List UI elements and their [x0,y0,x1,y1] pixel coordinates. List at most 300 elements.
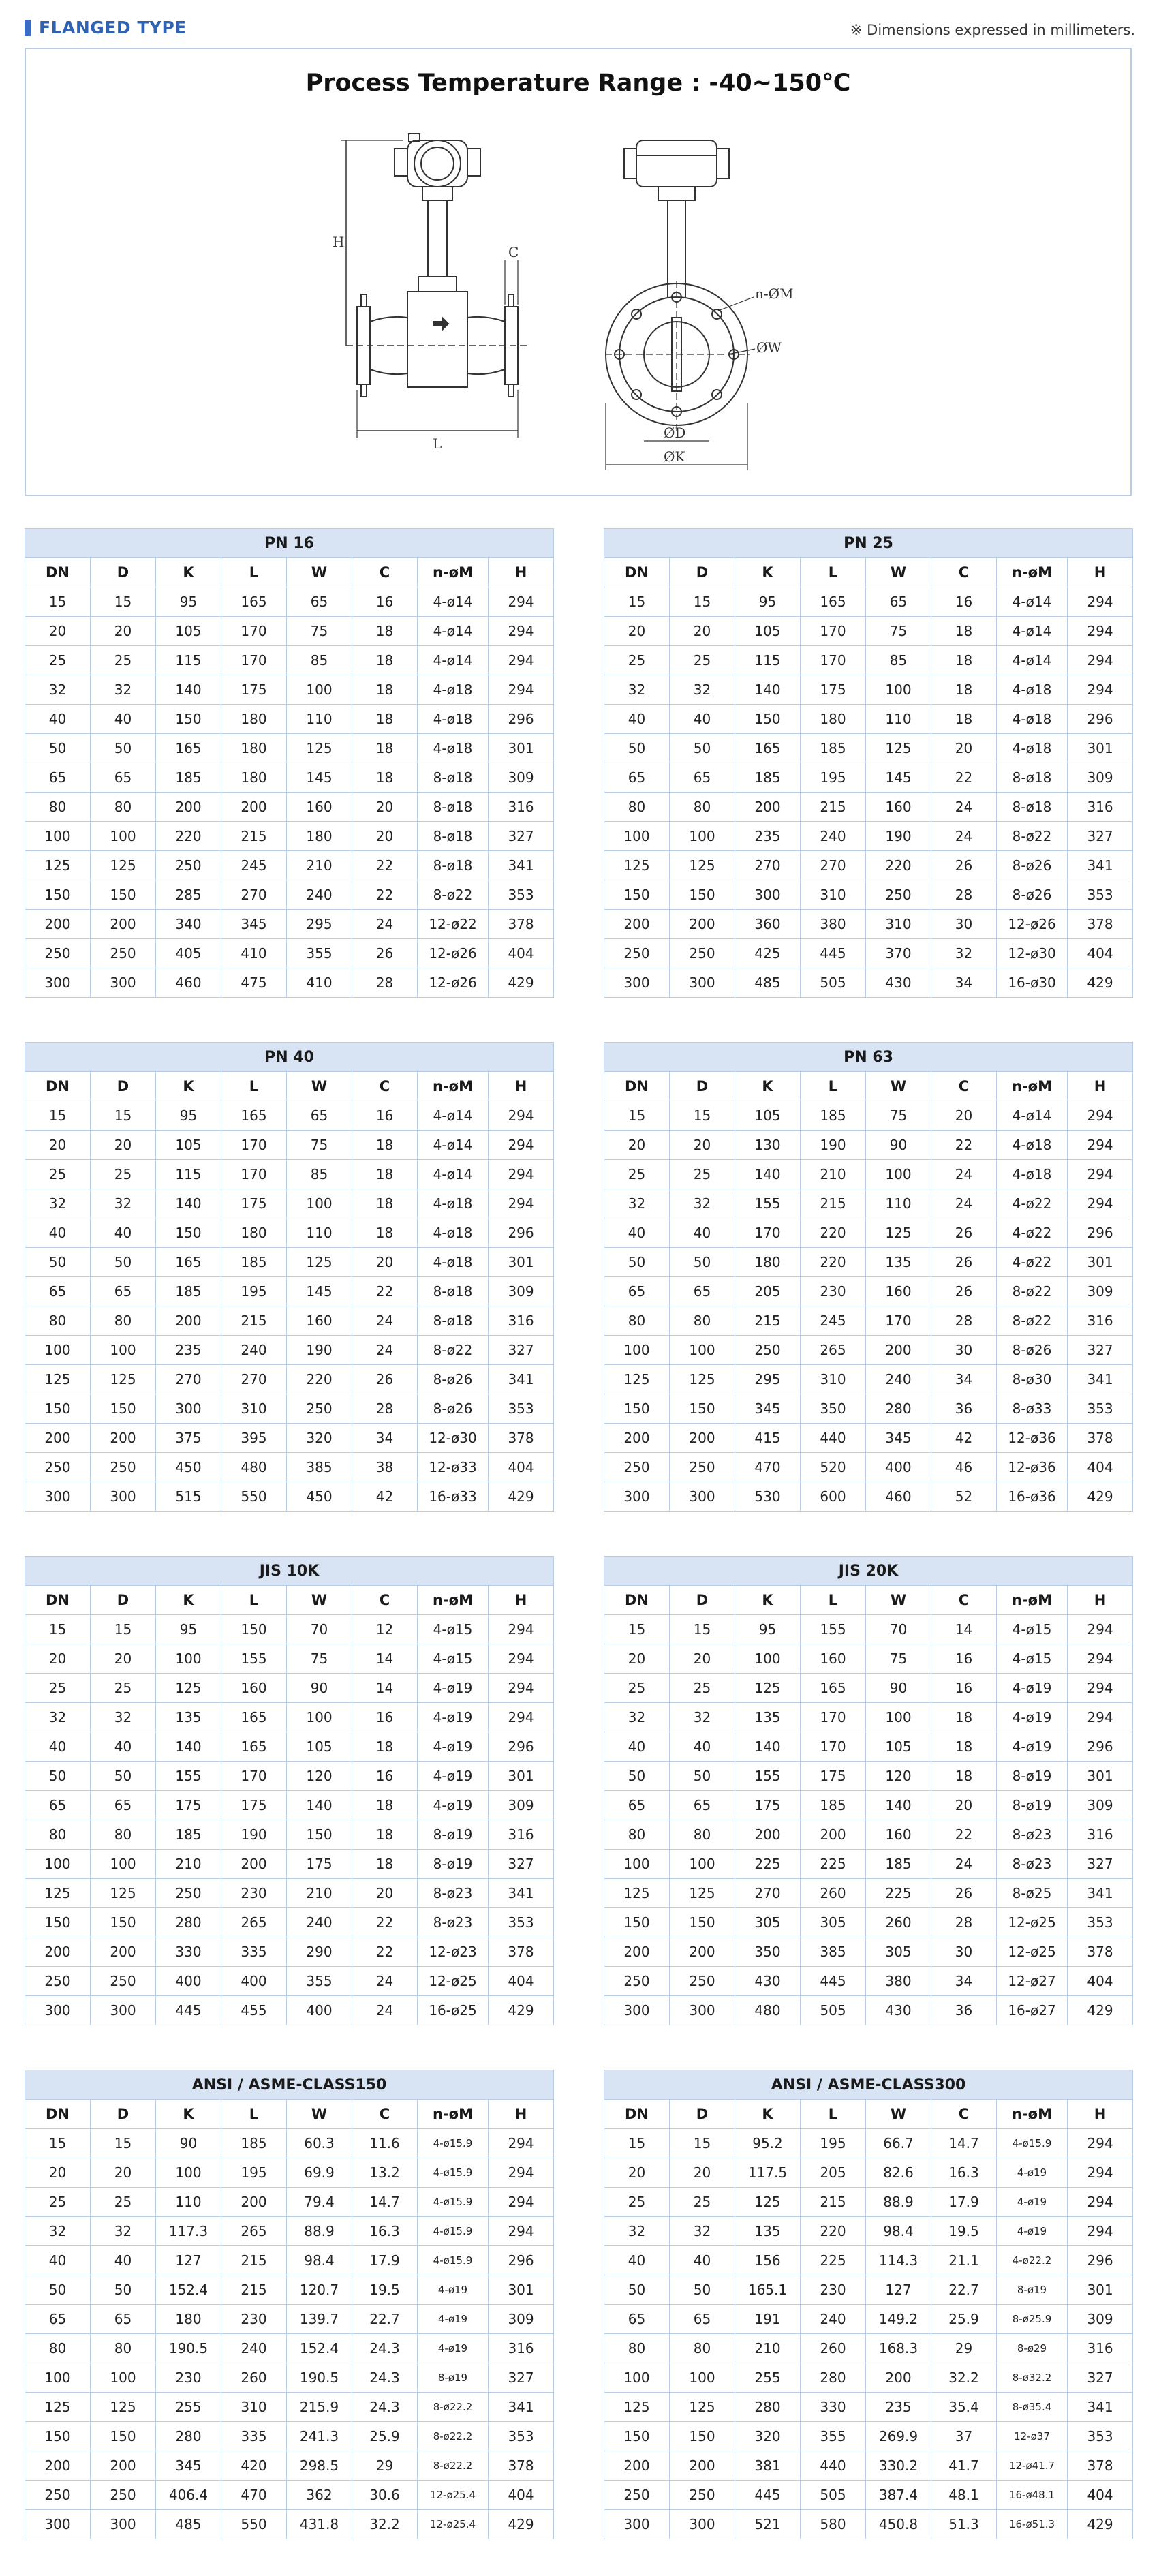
table-cell: 345 [221,910,287,939]
table-cell: 25 [25,1674,91,1703]
table-row [604,939,1133,968]
table-row [604,910,1133,939]
table-row [25,1674,554,1703]
table-cell: 140 [735,675,801,705]
table-row [25,1453,554,1482]
table-cell: 353 [1068,2422,1133,2451]
table-cell: 100 [604,1336,670,1365]
table-cell: 330 [801,2393,866,2422]
table-cell: 440 [801,1424,866,1453]
table-cell: 65 [25,2305,91,2334]
table-cell: 22 [352,1937,418,1967]
table-cell: 250 [604,939,670,968]
table-cell: 18 [931,675,997,705]
table-cell: 85 [287,646,352,675]
table-row [604,2481,1133,2510]
table-cell: 309 [1068,2305,1133,2334]
table-cell: 4-ø15.9 [418,2129,489,2158]
table-cell: 250 [25,2481,91,2510]
column-header: DN [25,2100,91,2129]
table-cell: 185 [801,734,866,763]
table-cell: 240 [287,1908,352,1937]
table-cell: 185 [156,1277,221,1306]
table-cell: 362 [287,2481,352,2510]
table-cell: 26 [931,1248,997,1277]
table-cell: 280 [735,2393,801,2422]
table-cell: 225 [801,1850,866,1879]
table-cell: 150 [670,1908,735,1937]
table-cell: 8-ø22.2 [418,2422,489,2451]
table-cell: 20 [604,2158,670,2188]
table-cell: 295 [287,910,352,939]
table-cell: 300 [25,968,91,998]
table-row [604,1306,1133,1336]
table-cell: 310 [221,2393,287,2422]
table-cell: 378 [489,2451,554,2481]
table-cell: 4-ø14 [997,617,1068,646]
table-cell: 8-ø26 [418,1365,489,1394]
table-cell: 20 [604,617,670,646]
table-cell: 335 [221,1937,287,1967]
table-cell: 20 [604,1644,670,1674]
table-cell: 50 [91,1248,156,1277]
table-cell: 327 [1068,1850,1133,1879]
table-cell: 4-ø14 [418,617,489,646]
table-cell: 16.3 [352,2217,418,2246]
table-cell: 16-ø36 [997,1482,1068,1512]
table-cell: 26 [931,851,997,880]
table-cell: 46 [931,1453,997,1482]
table-cell: 75 [866,1101,931,1131]
table-cell: 21.1 [931,2246,997,2275]
table-cell: 265 [221,1908,287,1937]
table-title: PN 25 [604,529,1133,558]
column-header: n-øM [997,2100,1068,2129]
table-row [604,851,1133,880]
table-cell: 155 [735,1189,801,1218]
table-cell: 294 [489,675,554,705]
table-cell: 12-ø36 [997,1453,1068,1482]
table-cell: 378 [489,1424,554,1453]
table-cell: 320 [287,1424,352,1453]
table-cell: 15 [91,1101,156,1131]
table-cell: 32 [604,1189,670,1218]
table-cell: 80 [604,1306,670,1336]
side-view [341,134,529,438]
table-cell: 298.5 [287,2451,352,2481]
column-header: H [1068,2100,1133,2129]
table-cell: 20 [931,1101,997,1131]
table-row [604,2305,1133,2334]
table-cell: 240 [801,822,866,851]
table-cell: 19.5 [352,2275,418,2305]
table-cell: 380 [866,1967,931,1996]
table-cell: 168.3 [866,2334,931,2363]
table-cell: 4-ø15 [418,1615,489,1644]
table-row [604,1131,1133,1160]
table-cell: 404 [489,2481,554,2510]
table-cell: 35.4 [931,2393,997,2422]
table-cell: 296 [1068,2246,1133,2275]
temperature-range-title: Process Temperature Range : -40~150℃ [305,70,851,97]
table-cell: 327 [489,822,554,851]
table-cell: 15 [91,1615,156,1644]
table-cell: 20 [352,1879,418,1908]
dim-label-h: H [333,234,345,250]
table-cell: 185 [221,1248,287,1277]
dim-label-k: ØK [664,448,685,465]
table-cell: 180 [801,705,866,734]
table-cell: 294 [489,1674,554,1703]
table-row [604,2334,1133,2363]
table-cell: 550 [221,1482,287,1512]
column-header: K [156,2100,221,2129]
table-cell: 115 [156,1160,221,1189]
table-cell: 32 [25,1703,91,1732]
table-cell: 65 [25,1791,91,1820]
table-cell: 100 [25,1336,91,1365]
table-cell: 296 [489,1732,554,1762]
table-cell: 4-ø15.9 [418,2217,489,2246]
table-cell: 316 [489,1306,554,1336]
table-cell: 316 [1068,793,1133,822]
table-cell: 295 [735,1365,801,1394]
table-cell: 100 [156,1644,221,1674]
table-cell: 505 [801,2481,866,2510]
table-cell: 155 [801,1615,866,1644]
table-cell: 8-ø32.2 [997,2363,1068,2393]
table-cell: 145 [287,1277,352,1306]
table-cell: 200 [221,2188,287,2217]
table-cell: 450.8 [866,2510,931,2539]
table-cell: 16-ø33 [418,1482,489,1512]
table-cell: 8-ø26 [997,851,1068,880]
table-cell: 15 [25,1615,91,1644]
column-header: K [735,558,801,587]
table-cell: 25.9 [352,2422,418,2451]
table-cell: 32 [25,1189,91,1218]
table-row [25,2393,554,2422]
table-cell: 310 [801,1365,866,1394]
column-header: DN [604,1072,670,1101]
column-header: D [670,558,735,587]
table-cell: 13.2 [352,2158,418,2188]
table-cell: 50 [670,734,735,763]
table-cell: 175 [221,1791,287,1820]
table-cell: 26 [931,1879,997,1908]
column-header: DN [604,2100,670,2129]
table-cell: 430 [866,968,931,998]
table-cell: 125 [25,2393,91,2422]
table-cell: 200 [604,1424,670,1453]
table-cell: 170 [221,1160,287,1189]
table-cell: 8-ø25.9 [997,2305,1068,2334]
table-cell: 327 [489,2363,554,2393]
table-row [25,1131,554,1160]
table-row [604,705,1133,734]
table-cell: 82.6 [866,2158,931,2188]
table-cell: 80 [670,1306,735,1336]
table-cell: 4-ø22.2 [997,2246,1068,2275]
table-row [604,2129,1133,2158]
table-cell: 280 [801,2363,866,2393]
table-cell: 294 [1068,1674,1133,1703]
table-cell: 32.2 [931,2363,997,2393]
table-cell: 150 [25,880,91,910]
table-cell: 530 [735,1482,801,1512]
table-cell: 60.3 [287,2129,352,2158]
table-row [25,1277,554,1306]
table-cell: 385 [801,1937,866,1967]
table-cell: 25 [91,1674,156,1703]
table-cell: 110 [866,1189,931,1218]
table-cell: 381 [735,2451,801,2481]
table-cell: 215 [801,1189,866,1218]
table-cell: 18 [352,734,418,763]
table-cell: 269.9 [866,2422,931,2451]
table-row [25,1248,554,1277]
table-cell: 200 [221,793,287,822]
table-cell: 170 [801,1703,866,1732]
table-cell: 100 [866,675,931,705]
table-cell: 125 [670,2393,735,2422]
table-cell: 353 [1068,1394,1133,1424]
column-header: W [866,558,931,587]
table-cell: 241.3 [287,2422,352,2451]
table-cell: 140 [156,1189,221,1218]
table-row [25,1160,554,1189]
table-cell: 65 [91,763,156,793]
table-cell: 180 [221,1218,287,1248]
table-cell: 327 [1068,822,1133,851]
table-cell: 115 [156,646,221,675]
table-cell: 32 [25,2217,91,2246]
table-cell: 300 [156,1394,221,1424]
table-row [25,1482,554,1512]
table-cell: 105 [735,1101,801,1131]
table-cell: 190 [221,1820,287,1850]
table-cell: 310 [221,1394,287,1424]
table-cell: 40 [670,1218,735,1248]
table-row [604,1336,1133,1365]
table-cell: 139.7 [287,2305,352,2334]
table-cell: 175 [156,1791,221,1820]
table-cell: 190 [866,822,931,851]
table-cell: 65 [604,2305,670,2334]
table-row [25,2217,554,2246]
table-cell: 18 [352,1218,418,1248]
table-cell: 230 [801,1277,866,1306]
table-cell: 260 [801,1879,866,1908]
table-cell: 378 [1068,1937,1133,1967]
table-cell: 15 [670,2129,735,2158]
table-cell: 50 [91,734,156,763]
table-row [604,587,1133,617]
table-cell: 152.4 [287,2334,352,2363]
table-cell: 20 [352,1248,418,1277]
table-cell: 420 [221,2451,287,2481]
table-row [25,1762,554,1791]
table-cell: 200 [25,910,91,939]
column-header: C [352,558,418,587]
table-row [604,1908,1133,1937]
table-row [604,1996,1133,2025]
table-cell: 50 [25,1762,91,1791]
table-row [604,822,1133,851]
table-cell: 125 [25,1879,91,1908]
table-cell: 65 [604,1277,670,1306]
table-cell: 26 [352,1365,418,1394]
table-cell: 80 [670,793,735,822]
table-cell: 375 [156,1424,221,1453]
table-cell: 250 [156,1879,221,1908]
table-cell: 341 [1068,2393,1133,2422]
table-cell: 4-ø18 [997,1131,1068,1160]
table-cell: 353 [489,880,554,910]
table-cell: 445 [801,939,866,968]
column-header: K [156,1586,221,1615]
table-cell: 310 [866,910,931,939]
table-cell: 380 [801,910,866,939]
table-cell: 340 [156,910,221,939]
table-cell: 100 [287,1189,352,1218]
table-cell: 12-ø27 [997,1967,1068,1996]
table-cell: 15 [91,2129,156,2158]
column-header: C [352,1586,418,1615]
table-row [25,1424,554,1453]
column-header: W [287,2100,352,2129]
table-cell: 115 [735,646,801,675]
table-cell: 294 [489,1131,554,1160]
table-cell: 105 [156,1131,221,1160]
table-cell: 20 [931,734,997,763]
spec-table [604,2070,1133,2539]
table-cell: 16-ø25 [418,1996,489,2025]
table-row [25,2188,554,2217]
table-row [25,1218,554,1248]
table-cell: 65 [91,2305,156,2334]
table-cell: 455 [221,1996,287,2025]
table-row [604,1879,1133,1908]
table-cell: 301 [1068,1248,1133,1277]
table-cell: 150 [156,1218,221,1248]
table-cell: 200 [25,1424,91,1453]
table-cell: 125 [735,1674,801,1703]
table-cell: 80 [604,793,670,822]
table-cell: 230 [156,2363,221,2393]
table-cell: 265 [801,1336,866,1365]
column-header: L [801,2100,866,2129]
table-cell: 34 [931,968,997,998]
table-cell: 300 [670,2510,735,2539]
table-cell: 301 [489,2275,554,2305]
table-row [25,2363,554,2393]
table-cell: 378 [1068,1424,1133,1453]
table-cell: 195 [221,2158,287,2188]
table-cell: 170 [221,646,287,675]
table-cell: 40 [670,2246,735,2275]
table-cell: 155 [156,1762,221,1791]
table-cell: 378 [489,1937,554,1967]
spec-table [604,1556,1133,2025]
table-cell: 4-ø19 [418,2305,489,2334]
table-cell: 65 [25,763,91,793]
table-row [25,1996,554,2025]
dim-label-w: ØW [756,339,782,356]
table-row [25,675,554,705]
table-cell: 38 [352,1453,418,1482]
table-cell: 195 [221,1277,287,1306]
table-cell: 24 [352,1996,418,2025]
technical-drawing-panel [25,48,1132,496]
table-cell: 404 [489,939,554,968]
table-cell: 15 [604,1615,670,1644]
table-row [604,763,1133,793]
table-cell: 12-ø25.4 [418,2481,489,2510]
table-cell: 14 [352,1644,418,1674]
table-cell: 8-ø26 [997,1336,1068,1365]
table-cell: 316 [489,793,554,822]
table-cell: 125 [156,1674,221,1703]
table-cell: 4-ø18 [997,734,1068,763]
table-cell: 90 [287,1674,352,1703]
table-cell: 210 [156,1850,221,1879]
table-cell: 155 [735,1762,801,1791]
dim-label-nm: n-ØM [755,286,794,302]
table-cell: 18 [352,1160,418,1189]
table-cell: 100 [25,822,91,851]
table-cell: 17.9 [931,2188,997,2217]
table-cell: 429 [1068,968,1133,998]
table-row [604,1937,1133,1967]
column-header: n-øM [418,1072,489,1101]
table-cell: 327 [489,1850,554,1879]
table-row [604,2188,1133,2217]
table-cell: 12-ø41.7 [997,2451,1068,2481]
table-row [25,2422,554,2451]
table-cell: 378 [1068,2451,1133,2481]
table-cell: 8-ø18 [997,763,1068,793]
table-cell: 195 [801,763,866,793]
table-cell: 75 [287,1131,352,1160]
table-cell: 100 [91,1850,156,1879]
table-row [25,1615,554,1644]
table-cell: 170 [221,1131,287,1160]
table-cell: 145 [866,763,931,793]
table-cell: 400 [287,1996,352,2025]
table-cell: 250 [25,939,91,968]
table-cell: 220 [866,851,931,880]
table-cell: 32 [670,1189,735,1218]
table-cell: 170 [801,1732,866,1762]
table-cell: 180 [156,2305,221,2334]
table-cell: 294 [1068,1101,1133,1131]
column-header: D [91,558,156,587]
table-cell: 28 [352,968,418,998]
table-cell: 245 [221,851,287,880]
table-cell: 20 [25,1644,91,1674]
table-cell: 360 [735,910,801,939]
table-cell: 300 [25,1482,91,1512]
table-cell: 52 [931,1482,997,1512]
table-cell: 300 [604,1482,670,1512]
table-cell: 127 [156,2246,221,2275]
table-cell: 37 [931,2422,997,2451]
table-row [25,2305,554,2334]
table-cell: 294 [1068,2217,1133,2246]
table-cell: 8-ø23 [418,1879,489,1908]
table-cell: 20 [604,1131,670,1160]
